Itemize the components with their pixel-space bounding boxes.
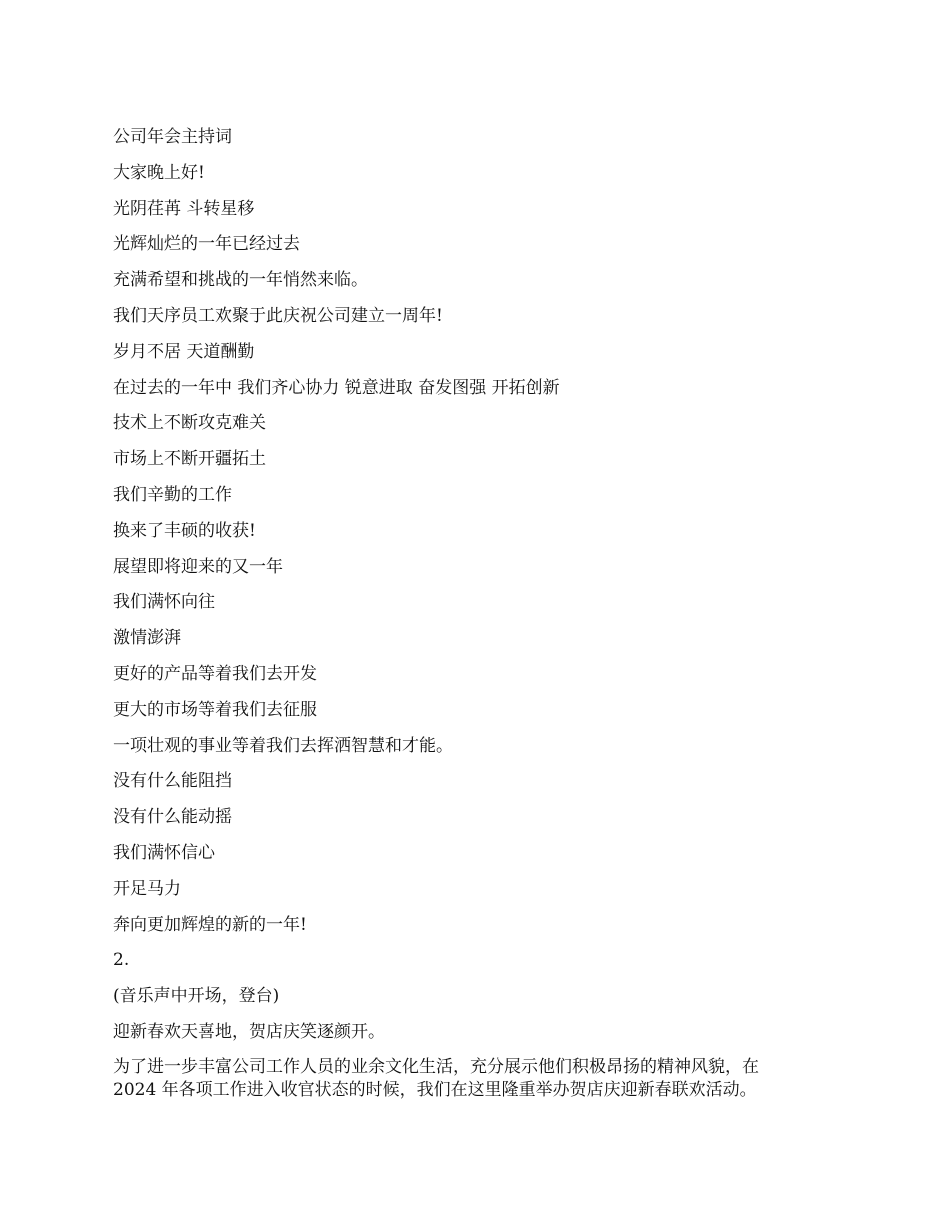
section-number: 2. — [113, 950, 130, 971]
text-line: 光阴荏苒 斗转星移 — [113, 198, 255, 219]
text-line: 没有什么能动摇 — [113, 807, 232, 828]
paragraph-line: 2024 年各项工作进入收官状态的时候，我们在这里隆重举办贺店庆迎新春联欢活动。 — [113, 1079, 757, 1100]
text-line: 我们满怀向往 — [113, 592, 215, 613]
text-line: 奔向更加辉煌的新的一年! — [113, 914, 307, 935]
text-line: 光辉灿烂的一年已经过去 — [113, 234, 300, 255]
text-line: 开足马力 — [113, 878, 181, 899]
body-paragraph — [113, 1056, 833, 1102]
text-line: 一项壮观的事业等着我们去挥洒智慧和才能。 — [113, 735, 453, 756]
text-line: 我们天序员工欢聚于此庆祝公司建立一周年! — [113, 305, 443, 326]
text-line: 充满希望和挑战的一年悄然来临。 — [113, 270, 368, 291]
text-line: 换来了丰硕的收获! — [113, 520, 256, 541]
text-line: 没有什么能阻挡 — [113, 771, 232, 792]
text-line: 我们辛勤的工作 — [113, 484, 232, 505]
text-line-title: 公司年会主持词 — [113, 127, 232, 147]
text-line: 更好的产品等着我们去开发 — [113, 663, 317, 684]
document-body — [113, 125, 833, 1102]
text-line: 更大的市场等着我们去征服 — [113, 699, 317, 720]
text-line: 岁月不居 天道酬勤 — [113, 341, 255, 362]
text-line: 我们满怀信心 — [113, 842, 215, 863]
text-line: 迎新春欢天喜地，贺店庆笑逐颜开。 — [113, 1021, 385, 1042]
paragraph-line: 为了进一步丰富公司工作人员的业余文化生活，充分展示他们积极昂扬的精神风貌，在 — [113, 1056, 759, 1077]
stage-direction: (音乐声中开场，登台) — [113, 986, 280, 1007]
text-line: 激情澎湃 — [113, 628, 181, 649]
text-line: 在过去的一年中 我们齐心协力 锐意进取 奋发图强 开拓创新 — [113, 377, 560, 398]
text-line: 市场上不断开疆拓土 — [113, 449, 266, 470]
text-line: 大家晚上好! — [113, 162, 205, 183]
text-line: 展望即将迎来的又一年 — [113, 556, 283, 577]
text-line: 技术上不断攻克难关 — [113, 413, 266, 434]
